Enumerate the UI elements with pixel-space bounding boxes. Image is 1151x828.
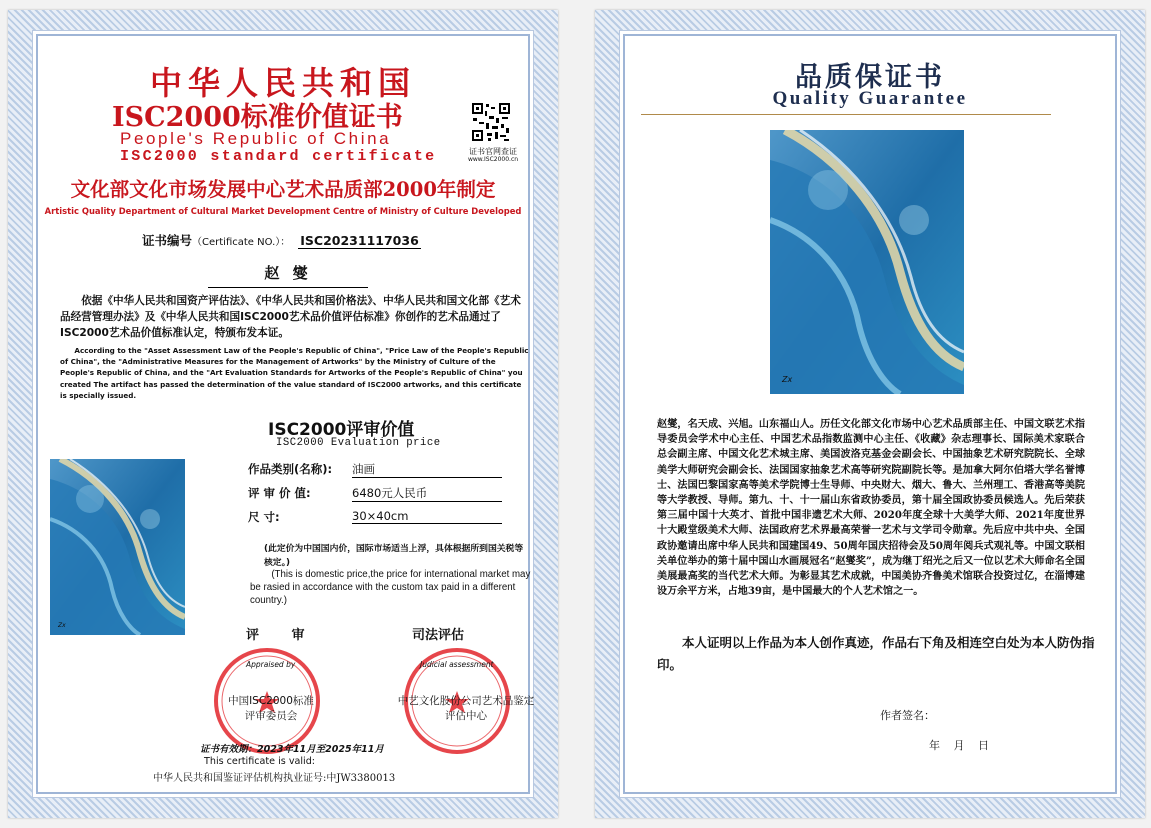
title-cn: 中华人民共和国 <box>149 64 416 102</box>
evaluation-fields <box>248 457 518 529</box>
judicial-label: 司法评估 <box>412 628 465 643</box>
evaluation-title: ISC2000评审价值 <box>268 420 415 440</box>
certificate-number-row <box>142 231 421 249</box>
field-value: 6480元人民币 <box>352 485 502 502</box>
artwork-image <box>770 130 964 394</box>
field-value: 30×40cm <box>352 509 502 524</box>
review-organization: 中国ISC2000标准评审委员会 <box>228 695 314 722</box>
artist-biography: 赵燮，名天成、兴旭。山东福山人。历任文化部文化市场中心艺术品质部主任、中国文联艺术指导委员会学术中心主任、中国艺术品指数监测中心主任、《收藏》杂志理事长、国际美术家联合总会副主席、中国文化艺术城主席、美国波洛克基金会副会长、中国抽象艺术研究院院长、全球美学大师研究会副会长、法国国家抽象艺术高等研究院副院长等。是加拿大阿尔伯塔大学名誉博士、法国巴黎国家高等美术学院博士生导师、中央财大、烟大、鲁大、兰州理工、香港高等美院等大学教授、导师。第九、十、十一届山东省政协委员，第十届全国政协委员候选人。先后荣获第三届中国十大英才、首批中国非遗艺术大师、2020年度全球十大美学大师、2021年度世界十大殿堂级美术大师、法国政府艺术界最高荣誉一艺术与文学司令勋章。先后应中共中央、全国政协邀请出席中华人民共和国建国49、50周年国庆招待会及50周年阅兵式观礼等。中国文联相关单位举办的第十届中国山水画展冠名“赵燮奖”，成为继丁绍光之后又一位以艺术大师命名全国美展最高奖的当代艺术大师。为彰显其艺术成就，中国美协齐鲁美术馆联合投资过亿，在淄博建设万余平方米，占地39亩，是中国最大的个人艺术馆之一。 <box>657 419 1085 598</box>
field-category <box>248 457 518 481</box>
title-en-line1: People's Republic of China <box>120 129 392 148</box>
certificate-right <box>595 10 1145 818</box>
svg-text:Zx: Zx <box>58 622 66 629</box>
title-isc: ISC2000标准价值证书 <box>112 102 403 133</box>
date-label: 年 月 日 <box>929 739 989 752</box>
quality-title-en: Quality Guarantee <box>772 88 968 109</box>
field-label: 评 审 价 值: <box>248 486 311 500</box>
qr-code-icon[interactable] <box>471 102 511 142</box>
review-label: 评 审 <box>246 628 319 643</box>
license-number: 中华人民共和国鉴证评估机构执业证号:中JW3380013 <box>153 773 396 784</box>
field-size <box>248 505 518 529</box>
department-en: Artistic Quality Department of Cultural Market Development Centre of Ministry of Culture Developed <box>44 206 522 216</box>
field-label: 尺 寸: <box>248 510 280 524</box>
quality-title-cn: 品质保证书 <box>795 62 945 93</box>
qr-label: 证书官网查证 <box>469 147 517 156</box>
artwork-image <box>50 459 185 635</box>
price-note-cn: (此定价为中国国内价，国际市场适当上浮，具体根据所到国关税等核定。) <box>264 544 524 568</box>
body-paragraph-en: According to the "Asset Assessment Law of the People's Republic of China", "Price Law of the People's Republic of China", the "Administrative Measures for the Management of Artworks" by the Ministry of Culture of the People's Republic of China, and the "Art Evaluation Standards for Artworks of the People's Republic of China" you created The artifact has passed the determination of the value standard of ISC2000 artworks, and this certificate is specially issued. <box>60 346 529 400</box>
signature-label: 作者签名： <box>880 709 935 722</box>
cert-no-label: 证书编号 <box>142 233 193 248</box>
validity-en: This certificate is valid: <box>204 756 316 767</box>
judicial-organization: 中艺文化股份公司艺术品鉴定评估中心 <box>397 695 535 722</box>
validity-period: 证书有效期：2023年11月至2025年11月 <box>200 744 384 755</box>
title-en-line2: ISC2000 standard certificate <box>120 148 437 165</box>
svg-text:Zx: Zx <box>782 375 793 384</box>
cert-no-label-en: （Certificate NO.）： <box>192 237 291 248</box>
field-value-price <box>248 481 518 505</box>
body-paragraph-cn: 依据《中华人民共和国资产评估法》、《中华人民共和国价格法》、中华人民共和国文化部《艺术品经营管理办法》及《中华人民共和国ISC2000艺术品价值评估标准》你创作的艺术品通过了ISC2000艺术品价值标准认定，特颁布发本证。 <box>60 295 521 339</box>
price-note-en: (This is domestic price,the price for international market may be rasied in accordance with the custom tax paid in a different country.) <box>250 569 531 606</box>
judicial-assessment-en: Judicial assessment <box>420 660 494 669</box>
department-cn: 文化部文化市场发展中心艺术品质部2000年制定 <box>70 178 496 201</box>
certificate-left <box>8 10 558 818</box>
qr-url: www.ISC2000.cn <box>467 156 519 163</box>
evaluation-subtitle: ISC2000 Evaluation price <box>276 437 441 449</box>
appraised-by: Appraised by <box>246 660 296 669</box>
title-divider <box>641 114 1051 115</box>
artist-name: 赵 燮 <box>208 262 368 288</box>
cert-no-value: ISC20231117036 <box>300 233 419 248</box>
field-label: 作品类别(名称): <box>248 462 333 476</box>
field-value: 油画 <box>352 461 502 478</box>
authenticity-declaration: 本人证明以上作品为本人创作真迹，作品右下角及相连空白处为本人防伪指印。 <box>657 635 1095 672</box>
